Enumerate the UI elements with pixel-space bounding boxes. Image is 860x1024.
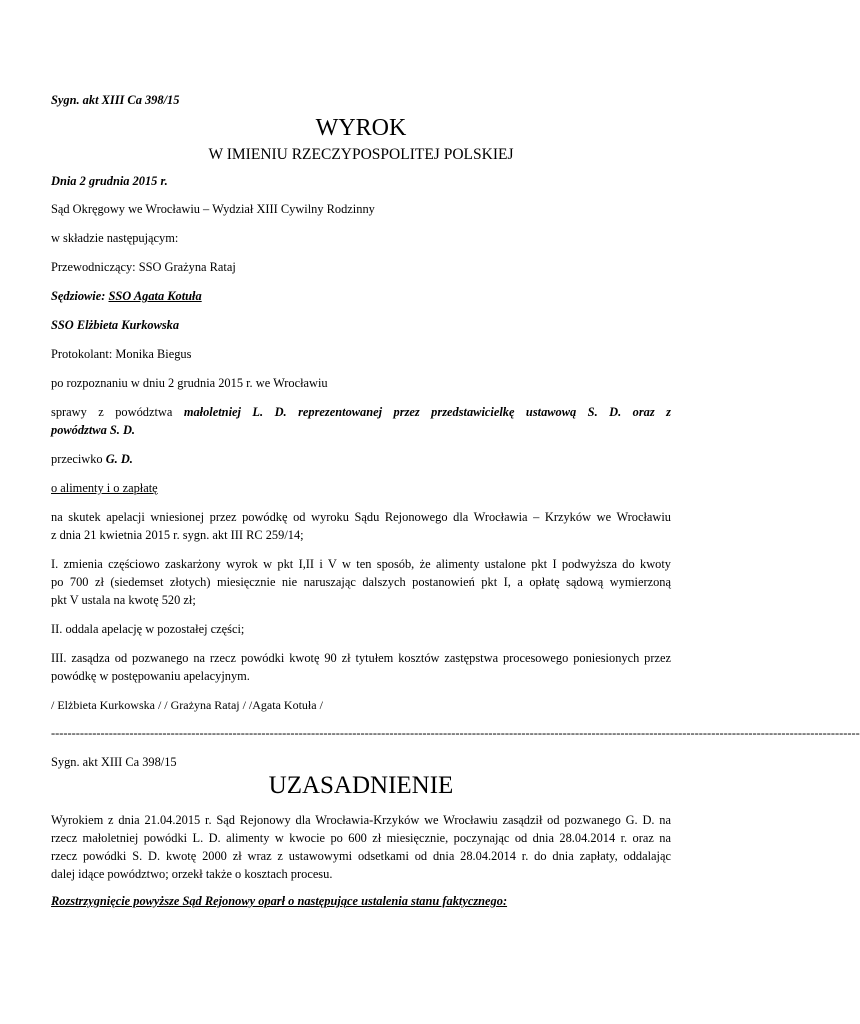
judge-kotula: SSO Agata Kotuła (108, 289, 202, 303)
point1-line2: po 700 zł (siedemset złotych) miesięcznie nie naruszając dalszych postanowień pkt I, a opłatę sądową wymierzoną (51, 575, 671, 589)
composition-label: w składzie następującym: (51, 231, 179, 245)
justification-title: UZASADNIENIE (268, 772, 454, 799)
separator-line: ---------------------------------------------------------------------------------------------------------------------------------------------------------------------------------------------------- (51, 726, 860, 740)
hearing-info: po rozpoznaniu w dniu 2 grudnia 2015 r. we Wrocławiu (51, 376, 328, 390)
case-signature: Sygn. akt XIII Ca 398/15 (51, 93, 180, 107)
justification-para1-line2: rzecz małoletniej powódki L. D. alimenty w kwocie po 600 zł miesięcznie, poczynając od dnia 28.04.2014 r. oraz na (51, 831, 671, 845)
verdict-title: WYROK (315, 115, 407, 141)
case-prefix: sprawy z powództwa (51, 405, 184, 419)
point1-line3: pkt V ustala na kwotę 520 zł; (51, 593, 196, 607)
against-line (51, 450, 133, 468)
point2: II. oddala apelację w pozostałej części; (51, 622, 245, 636)
judges-label: Sędziowie: (51, 289, 106, 303)
court-name: Sąd Okręgowy we Wrocławiu – Wydział XIII Cywilny Rodzinny (51, 202, 375, 216)
justification-signature: Sygn. akt XIII Ca 398/15 (51, 755, 177, 769)
verdict-date: Dnia 2 grudnia 2015 r. (51, 174, 168, 188)
appeal-line2: z dnia 21 kwietnia 2015 r. sygn. akt III RC 259/14; (51, 528, 304, 542)
court-clerk: Protokolant: Monika Biegus (51, 347, 192, 361)
appeal-line1: na skutek apelacji wniesionej przez powódkę od wyroku Sądu Rejonowego dla Wrocławia – Krzyków we Wrocławiu (51, 510, 671, 524)
facts-heading: Rozstrzygnięcie powyższe Sąd Rejonowy oparł o następujące ustalenia stanu faktycznego: (51, 894, 508, 908)
point1-line1: I. zmienia częściowo zaskarżony wyrok w pkt I,II i V w ten sposób, że alimenty ustalone pkt I podwyższa do kwoty (51, 557, 671, 571)
case-subject: o alimenty i o zapłatę (51, 481, 158, 495)
justification-para1-line1: Wyrokiem z dnia 21.04.2015 r. Sąd Rejonowy dla Wrocławia-Krzyków we Wrocławiu zasądził od pozwanego G. D. na (51, 813, 671, 827)
point3-line2: powódkę w postępowaniu apelacyjnym. (51, 669, 250, 683)
case-parties-line1 (51, 403, 671, 421)
judges-line (51, 287, 202, 305)
justification-para1-line4: dalej idące powództwo; orzekł także o kosztach procesu. (51, 867, 333, 881)
judge-signatures: / Elżbieta Kurkowska / / Grażyna Rataj / /Agata Kotuła / (51, 698, 323, 712)
judge-kurkowska: SSO Elżbieta Kurkowska (51, 318, 180, 332)
against-prefix: przeciwko (51, 452, 106, 466)
verdict-subtitle: W IMIENIU RZECZYPOSPOLITEJ POLSKIEJ (208, 146, 514, 163)
presiding-judge: Przewodniczący: SSO Grażyna Rataj (51, 260, 236, 274)
case-parties-line2: powództwa S. D. (51, 423, 135, 437)
justification-para1-line3: rzecz powódki S. D. kwotę 2000 zł wraz z ustawowymi odsetkami od dnia 28.04.2014 r. do dnia zapłaty, oddalając (51, 849, 671, 863)
point3-line1: III. zasądza od pozwanego na rzecz powódki kwotę 90 zł tytułem kosztów zastępstwa procesowego poniesionych przez (51, 651, 671, 665)
defendant: G. D. (105, 452, 133, 466)
case-parties: małoletniej L. D. reprezentowanej przez przedstawicielkę ustawową S. D. oraz z (183, 405, 671, 419)
